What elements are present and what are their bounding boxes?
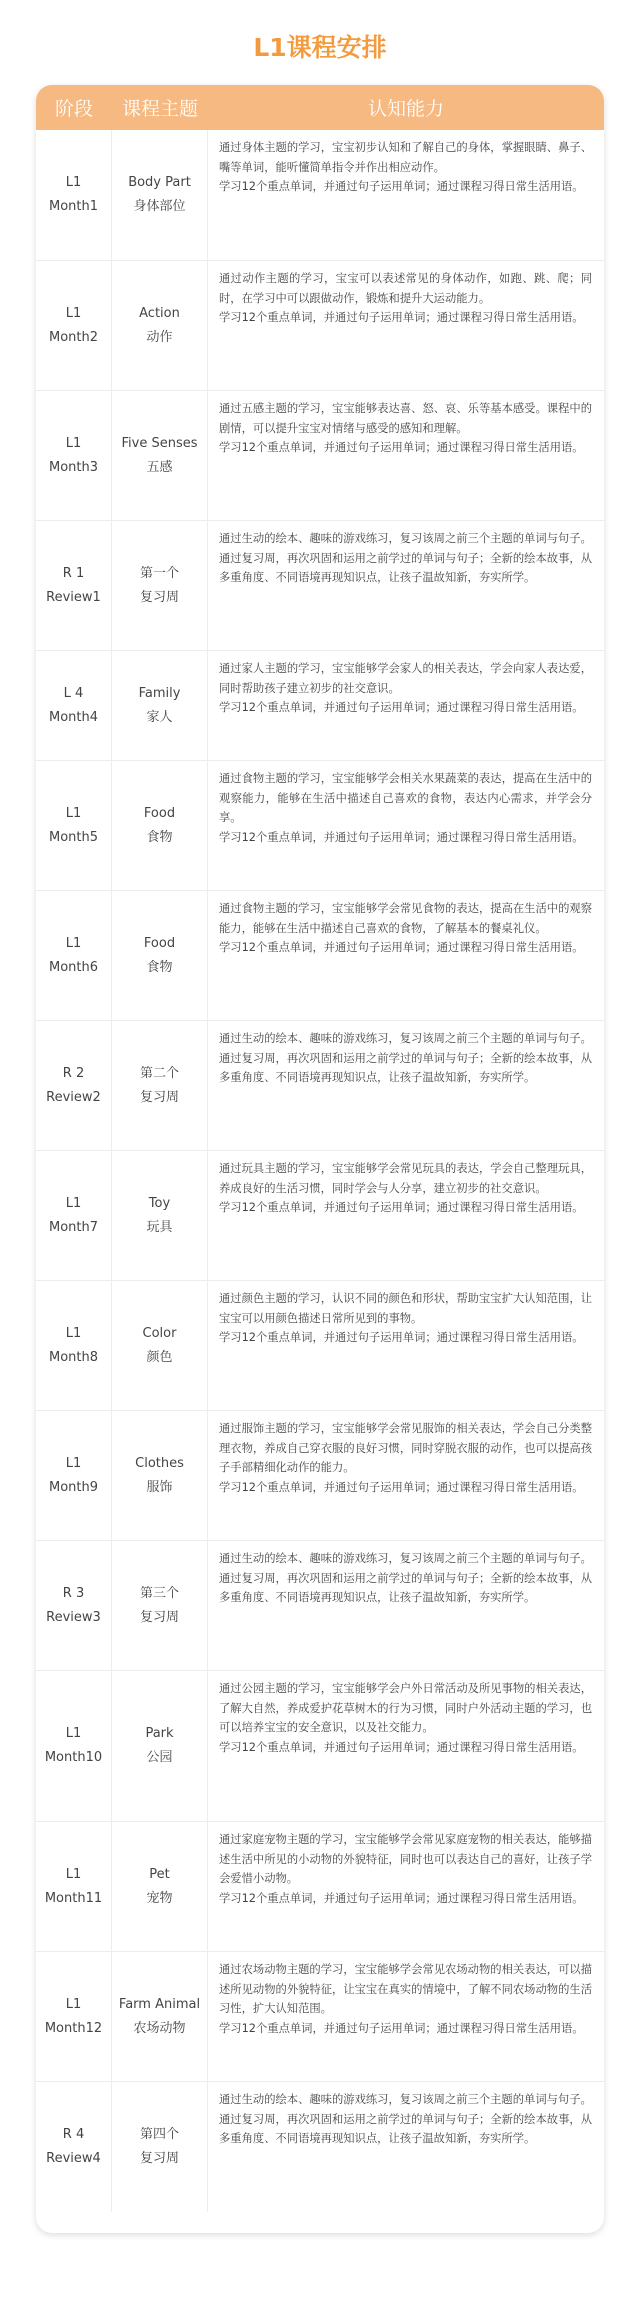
topic-text: Food <box>143 805 176 821</box>
table-row <box>36 650 604 760</box>
topic-text: Family <box>138 685 181 701</box>
stage-text: Month9 <box>48 1479 99 1495</box>
stage-cell <box>36 521 112 650</box>
topic-text: 复习周 <box>139 1609 179 1625</box>
stage-cell <box>36 1822 112 1951</box>
table-row <box>36 2081 604 2212</box>
stage-text: L1 <box>65 805 82 821</box>
stage-text: L1 <box>65 305 82 321</box>
description-paragraph: 通过复习周，再次巩固和运用之前学过的单词与句子；全新的绘本故事，从多重角度、不同语境再现知识点，让孩子温故知新，夯实所学。 <box>219 1051 592 1085</box>
description-paragraph: 学习12个重点单词，并通过句子运用单词；通过课程习得日常生活用语。 <box>219 1891 584 1905</box>
topic-text: 宠物 <box>146 1890 173 1906</box>
topic-text: Food <box>143 935 176 951</box>
stage-text: Month3 <box>48 459 99 475</box>
topic-text: 食物 <box>146 829 173 845</box>
stage-text: L1 <box>65 1455 82 1471</box>
description-paragraph: 学习12个重点单词，并通过句子运用单词；通过课程习得日常生活用语。 <box>219 1480 584 1494</box>
description-paragraph: 通过颜色主题的学习，认识不同的颜色和形状，帮助宝宝扩大认知范围，让宝宝可以用颜色描述日常所见到的事物。 <box>219 1292 592 1325</box>
topic-text: 第二个 <box>139 1065 179 1081</box>
topic-text: 复习周 <box>139 2151 179 2166</box>
topic-cell <box>112 891 208 1020</box>
topic-text: Five Senses <box>121 435 198 451</box>
topic-cell <box>112 2082 208 2212</box>
stage-text: Review3 <box>46 1609 101 1625</box>
description-paragraph: 通过复习周，再次巩固和运用之前学过的单词与句子；全新的绘本故事，从多重角度、不同语境再现知识点，让孩子温故知新，夯实所学。 <box>219 2112 592 2146</box>
stage-cell <box>36 1411 112 1540</box>
description-paragraph: 学习12个重点单词，并通过句子运用单词；通过课程习得日常生活用语。 <box>219 2021 584 2035</box>
stage-cell <box>36 130 112 260</box>
topic-text: 复习周 <box>139 589 179 605</box>
description-cell <box>208 1151 604 1280</box>
topic-text: Toy <box>148 1195 171 1211</box>
table-row <box>36 1020 604 1150</box>
topic-cell <box>112 1281 208 1410</box>
table-row <box>36 1670 604 1821</box>
stage-cell <box>36 2082 112 2212</box>
topic-cell <box>112 1151 208 1280</box>
stage-text: R 4 <box>62 2127 85 2142</box>
stage-text: L1 <box>65 1325 82 1341</box>
description-paragraph: 学习12个重点单词，并通过句子运用单词；通过课程习得日常生活用语。 <box>219 311 584 325</box>
stage-text: R 1 <box>62 565 85 581</box>
topic-cell <box>112 1541 208 1670</box>
topic-cell <box>112 261 208 390</box>
description-paragraph: 通过生动的绘本、趣味的游戏练习，复习该周之前三个主题的单词与句子。 <box>219 1032 592 1045</box>
stage-text: L1 <box>65 1195 82 1211</box>
stage-text: L1 <box>65 1866 82 1882</box>
stage-text: Month8 <box>48 1349 99 1365</box>
table-row <box>36 1150 604 1280</box>
stage-cell <box>36 1541 112 1670</box>
stage-cell <box>36 1671 112 1821</box>
table-row <box>36 130 604 260</box>
topic-text: Pet <box>149 1866 170 1882</box>
stage-cell <box>36 1151 112 1280</box>
description-paragraph: 通过生动的绘本、趣味的游戏练习，复习该周之前三个主题的单词与句子。 <box>219 532 592 545</box>
stage-text: Month1 <box>48 199 99 214</box>
description-cell <box>208 2082 604 2212</box>
description-paragraph: 学习12个重点单词，并通过句子运用单词；通过课程习得日常生活用语。 <box>219 701 584 715</box>
header-cognitive-ability: 认知能力 <box>367 98 444 120</box>
topic-text: Clothes <box>135 1455 184 1471</box>
topic-cell <box>112 521 208 650</box>
stage-text: R 2 <box>62 1065 85 1081</box>
stage-text: Month6 <box>48 959 99 975</box>
stage-cell <box>36 1952 112 2081</box>
topic-text: 农场动物 <box>133 2020 186 2036</box>
description-cell <box>208 1952 604 2081</box>
table-row <box>36 390 604 520</box>
stage-text: Month5 <box>48 829 99 845</box>
description-paragraph: 学习12个重点单词，并通过句子运用单词；通过课程习得日常生活用语。 <box>219 441 584 455</box>
stage-cell <box>36 391 112 520</box>
topic-cell <box>112 1952 208 2081</box>
description-cell <box>208 651 604 760</box>
description-paragraph: 通过复习周，再次巩固和运用之前学过的单词与句子；全新的绘本故事，从多重角度、不同语境再现知识点，让孩子温故知新，夯实所学。 <box>219 551 592 585</box>
description-paragraph: 通过生动的绘本、趣味的游戏练习，复习该周之前三个主题的单词与句子。 <box>219 1552 592 1565</box>
description-cell <box>208 891 604 1020</box>
description-paragraph: 通过农场动物主题的学习，宝宝能够学会常见农场动物的相关表达，可以描述所见动物的外貌特征，让宝宝在真实的情境中，了解不同农场动物的生活习性，扩大认知范围。 <box>219 1963 592 2016</box>
topic-cell <box>112 651 208 760</box>
table-row <box>36 520 604 650</box>
stage-text: Month4 <box>48 709 99 725</box>
stage-cell <box>36 891 112 1020</box>
topic-cell <box>112 1822 208 1951</box>
topic-cell <box>112 761 208 890</box>
description-paragraph: 学习12个重点单词，并通过句子运用单词；通过课程习得日常生活用语。 <box>219 941 584 955</box>
topic-cell <box>112 1021 208 1150</box>
table-body <box>36 130 604 2212</box>
topic-text: 第三个 <box>139 1585 179 1601</box>
topic-cell <box>112 1671 208 1821</box>
stage-text: Month11 <box>44 1890 103 1906</box>
stage-cell <box>36 261 112 390</box>
page-title: L1课程安排 <box>253 33 387 62</box>
stage-text: L1 <box>65 175 82 190</box>
description-paragraph: 通过食物主题的学习，宝宝能够学会相关水果蔬菜的表达，提高在生活中的观察能力，能够在生活中描述自己喜欢的食物，表达内心需求，并学会分享。 <box>219 772 592 825</box>
description-cell <box>208 761 604 890</box>
description-cell <box>208 1541 604 1670</box>
table-row <box>36 1951 604 2081</box>
description-paragraph: 通过五感主题的学习，宝宝能够表达喜、怒、哀、乐等基本感受。课程中的剧情，可以提升宝宝对情绪与感受的感知和理解。 <box>219 402 592 435</box>
topic-text: Body Part <box>128 175 191 190</box>
description-paragraph: 通过公园主题的学习，宝宝能够学会户外日常活动及所见事物的相关表达，了解大自然，养成爱护花草树木的行为习惯，同时户外活动主题的学习，也可以培养宝宝的安全意识，以及社交能力。 <box>219 1682 592 1735</box>
curriculum-table <box>36 85 604 2233</box>
stage-text: Month7 <box>48 1219 99 1235</box>
table-header <box>36 85 604 130</box>
topic-text: 动作 <box>146 329 173 345</box>
table-row <box>36 1410 604 1540</box>
topic-text: 五感 <box>146 459 173 475</box>
stage-text: L1 <box>65 1726 82 1741</box>
table-row <box>36 760 604 890</box>
topic-text: 玩具 <box>146 1219 173 1235</box>
description-paragraph: 通过家庭宠物主题的学习，宝宝能够学会常见家庭宠物的相关表达，能够描述生活中所见的小动物的外貌特征，同时也可以表达自己的喜好，让孩子学会爱惜小动物。 <box>219 1833 592 1886</box>
description-cell <box>208 130 604 260</box>
description-cell <box>208 1281 604 1410</box>
description-paragraph: 学习12个重点单词，并通过句子运用单词；通过课程习得日常生活用语。 <box>219 1201 584 1215</box>
topic-text: Action <box>139 305 180 321</box>
topic-text: Park <box>145 1726 174 1741</box>
description-cell <box>208 1021 604 1150</box>
stage-cell <box>36 1281 112 1410</box>
description-paragraph: 通过动作主题的学习，宝宝可以表述常见的身体动作，如跑、跳、爬；同时，在学习中可以跟做动作，锻炼和提升大运动能力。 <box>219 272 592 305</box>
stage-text: Month10 <box>44 1750 103 1765</box>
header-stage: 阶段 <box>54 98 93 120</box>
stage-text: Month2 <box>48 329 99 345</box>
stage-text: Review4 <box>46 2151 101 2166</box>
topic-text: 第一个 <box>139 565 179 581</box>
topic-text: Farm Animal <box>118 1996 201 2012</box>
topic-text: 第四个 <box>139 2127 179 2142</box>
description-paragraph: 学习12个重点单词，并通过句子运用单词；通过课程习得日常生活用语。 <box>219 1740 584 1754</box>
table-row <box>36 260 604 390</box>
topic-text: 食物 <box>146 959 173 975</box>
description-cell <box>208 391 604 520</box>
topic-text: 身体部位 <box>133 199 186 214</box>
description-cell <box>208 1822 604 1951</box>
description-paragraph: 通过食物主题的学习，宝宝能够学会常见食物的表达，提高在生活中的观察能力，能够在生活中描述自己喜欢的食物，了解基本的餐桌礼仪。 <box>219 902 592 935</box>
topic-text: 家人 <box>146 709 173 725</box>
description-paragraph: 学习12个重点单词，并通过句子运用单词；通过课程习得日常生活用语。 <box>219 830 584 844</box>
stage-cell <box>36 761 112 890</box>
topic-cell <box>112 391 208 520</box>
stage-text: Month12 <box>44 2020 103 2036</box>
topic-cell <box>112 130 208 260</box>
stage-text: L1 <box>65 435 82 451</box>
stage-text: L1 <box>65 1996 82 2012</box>
table-row <box>36 1821 604 1951</box>
topic-text: 颜色 <box>146 1349 173 1365</box>
description-cell <box>208 521 604 650</box>
description-paragraph: 通过身体主题的学习，宝宝初步认知和了解自己的身体，掌握眼睛、鼻子、嘴等单词，能听懂简单指令并作出相应动作。 <box>219 141 592 174</box>
description-paragraph: 通过玩具主题的学习，宝宝能够学会常见玩具的表达，学会自己整理玩具，养成良好的生活习惯，同时学会与人分享，建立初步的社交意识。 <box>219 1162 592 1195</box>
description-paragraph: 通过服饰主题的学习，宝宝能够学会常见服饰的相关表达，学会自己分类整理衣物，养成自己穿衣服的良好习惯，同时穿脱衣服的动作，也可以提高孩子手部精细化动作的能力。 <box>219 1422 592 1475</box>
description-paragraph: 学习12个重点单词，并通过句子运用单词；通过课程习得日常生活用语。 <box>219 1331 584 1345</box>
stage-text: L1 <box>65 935 82 951</box>
description-paragraph: 学习12个重点单词，并通过句子运用单词；通过课程习得日常生活用语。 <box>219 180 584 194</box>
stage-text: Review2 <box>46 1089 101 1105</box>
stage-cell <box>36 1021 112 1150</box>
table-row <box>36 1540 604 1670</box>
topic-text: 复习周 <box>139 1089 179 1105</box>
stage-text: R 3 <box>62 1585 85 1601</box>
topic-cell <box>112 1411 208 1540</box>
stage-cell <box>36 651 112 760</box>
description-cell <box>208 1671 604 1821</box>
description-paragraph: 通过家人主题的学习，宝宝能够学会家人的相关表达，学会向家人表达爱，同时帮助孩子建立初步的社交意识。 <box>219 662 592 695</box>
description-paragraph: 通过生动的绘本、趣味的游戏练习，复习该周之前三个主题的单词与句子。 <box>219 2093 592 2106</box>
topic-text: Color <box>142 1325 177 1341</box>
table-row <box>36 890 604 1020</box>
header-topic: 课程主题 <box>121 98 198 120</box>
table-row <box>36 1280 604 1410</box>
stage-text: L 4 <box>63 685 84 701</box>
description-cell <box>208 1411 604 1540</box>
topic-text: 服饰 <box>146 1479 173 1495</box>
description-paragraph: 通过复习周，再次巩固和运用之前学过的单词与句子；全新的绘本故事，从多重角度、不同语境再现知识点，让孩子温故知新，夯实所学。 <box>219 1571 592 1605</box>
topic-text: 公园 <box>146 1750 173 1765</box>
stage-text: Review1 <box>46 589 101 605</box>
description-cell <box>208 261 604 390</box>
